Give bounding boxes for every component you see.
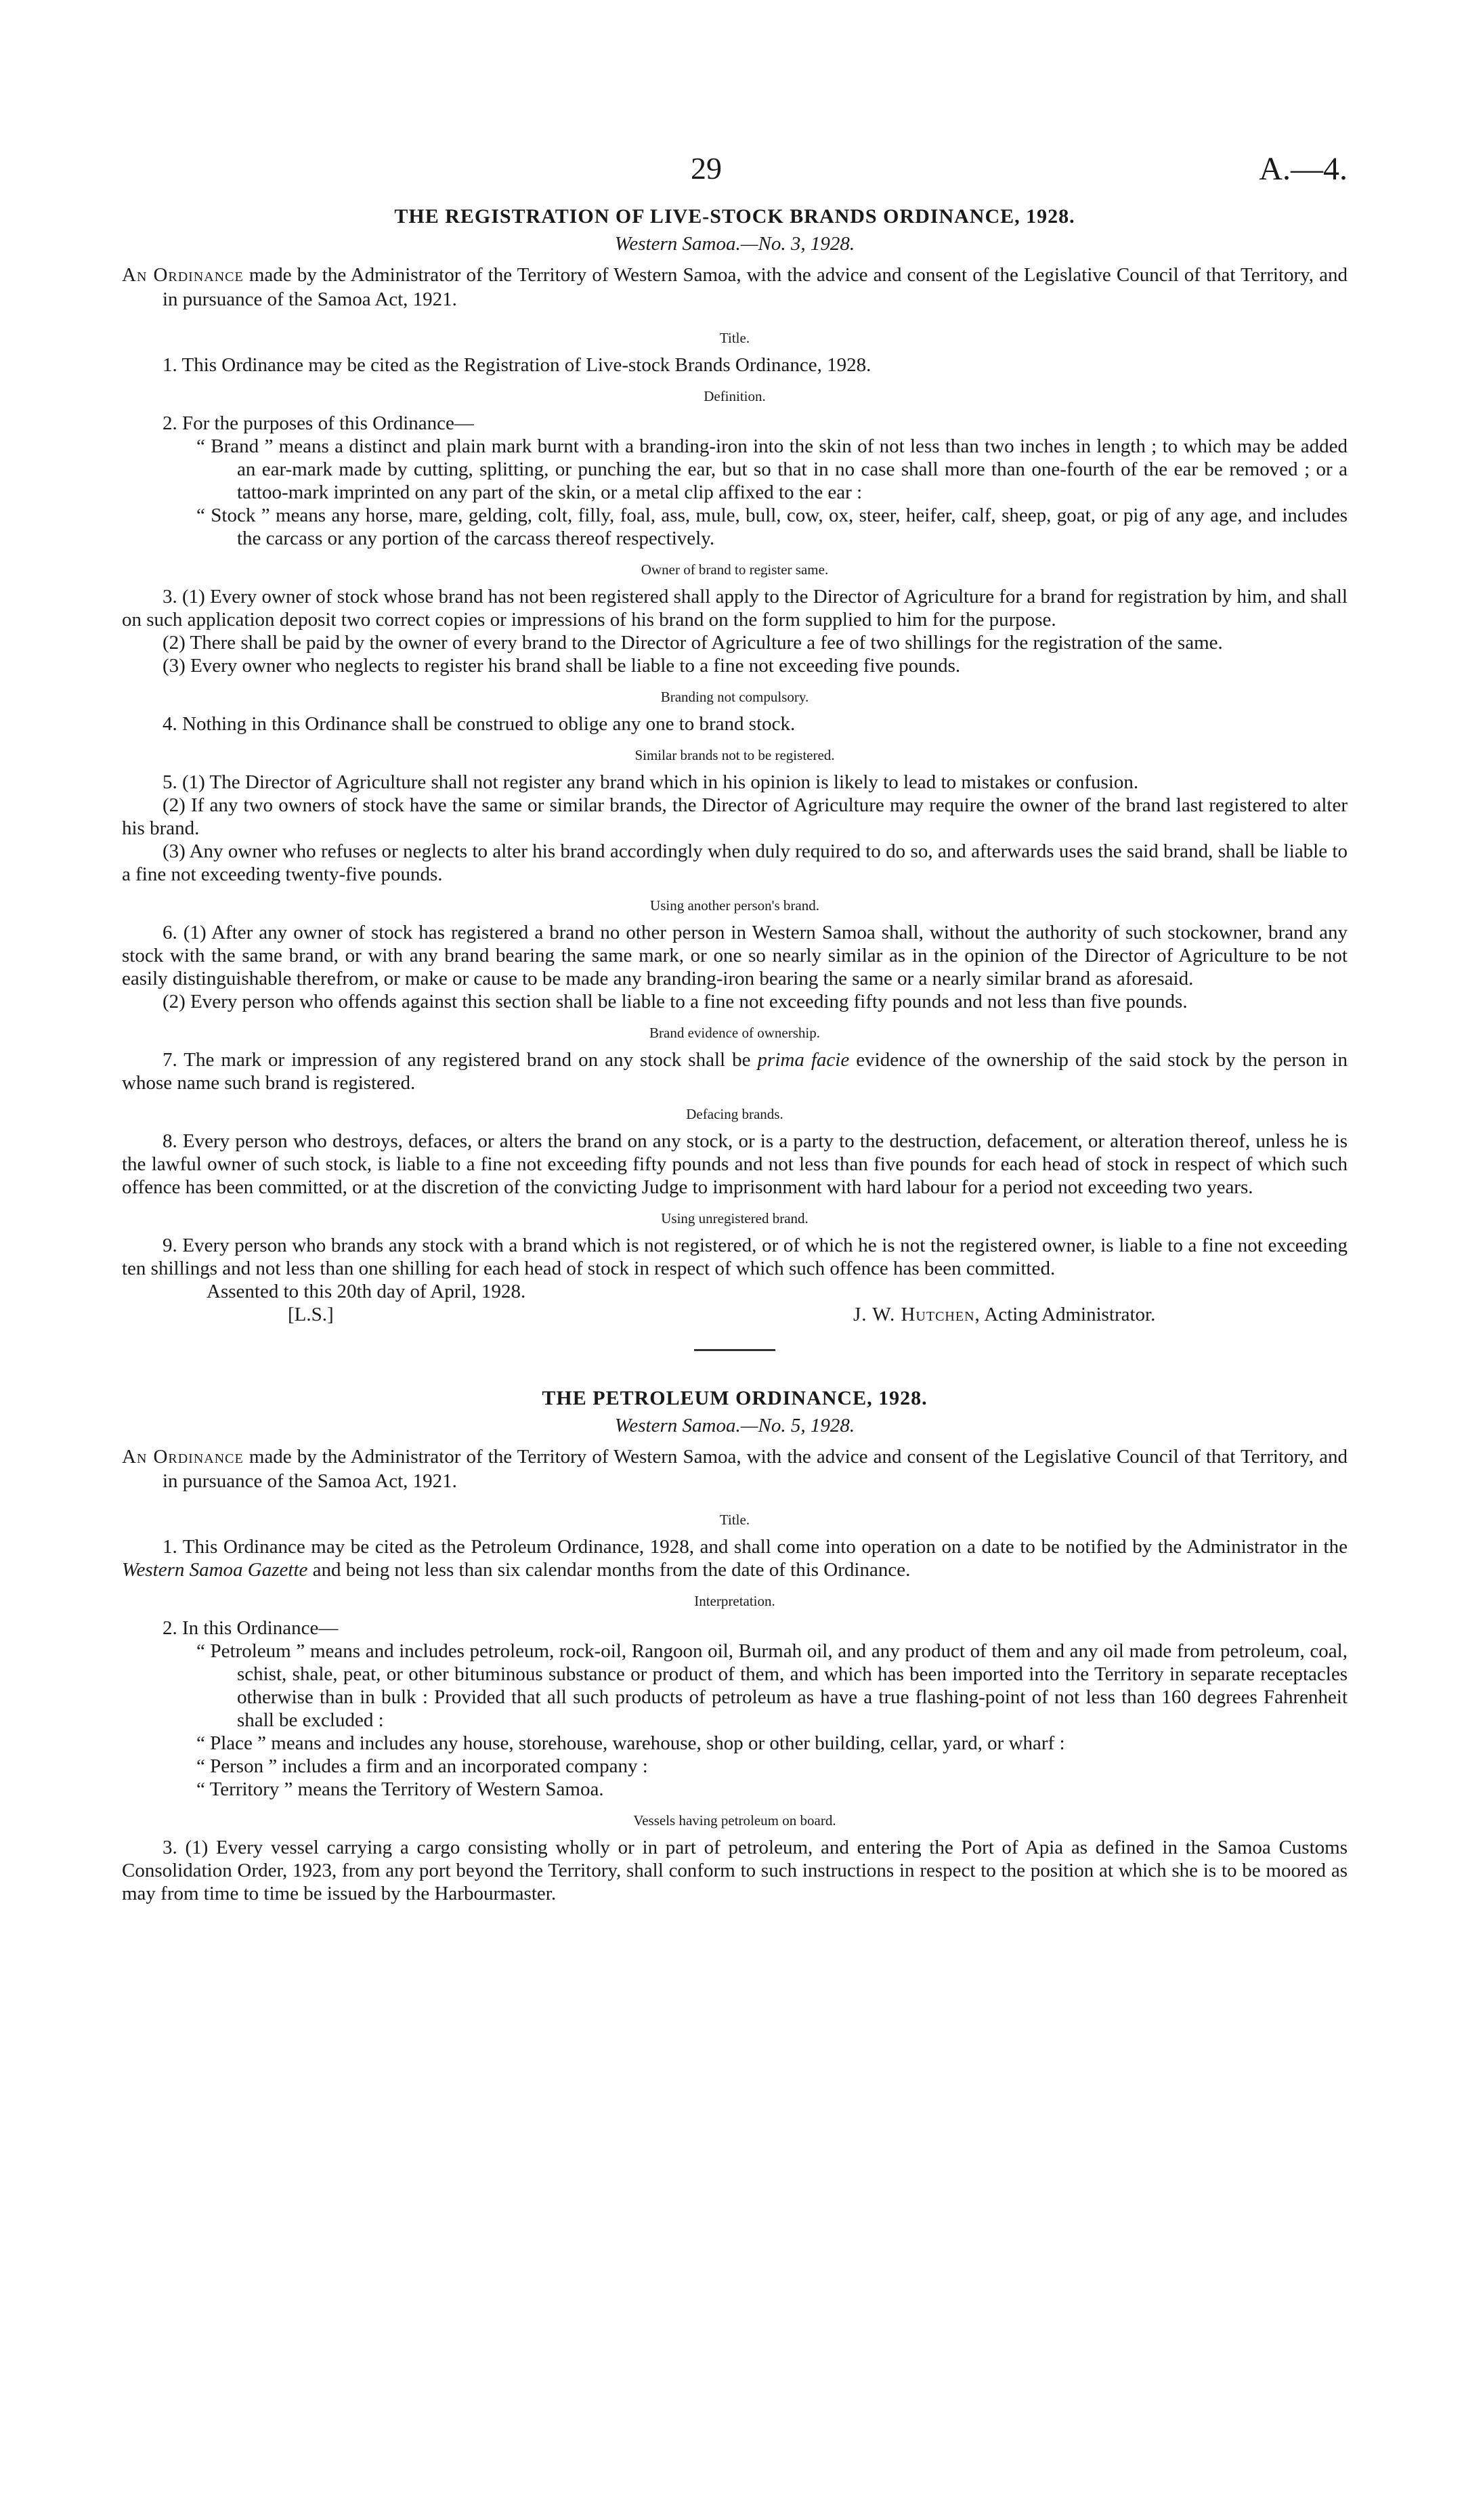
signer-title: Acting Administrator. [980, 1304, 1156, 1325]
definition-brand: “ Brand ” means a distinct and plain mark burnt with a branding-iron into the skin of not less than two inches in length ; to which may be added an ear-mark made by cutting, splitting, or punching the ear, but so that in no case shall more than one-fourth of the ear be removed ; or a tattoo-mark imprinted on any part of the skin, or a metal clip affixed to the ear : [196, 435, 1348, 503]
preamble-lead: An Ordinance [122, 1446, 244, 1468]
section-6-2: (2) Every person who offends against this section shall be liable to a fine not exceeding fifty pounds and not less than five pounds. [163, 991, 1188, 1012]
section-3-2: (2) There shall be paid by the owner of every brand to the Director of Agriculture a fee of two shillings for the registration of the same. [163, 632, 1223, 654]
section-1-italic: Western Samoa Gazette [122, 1559, 308, 1581]
section-1: 1. This Ordinance may be cited as the Registration of Live-stock Brands Ordinance, 1928. [163, 354, 871, 376]
ordinance-title: THE REGISTRATION OF LIVE-STOCK BRANDS ORDINANCE, 1928. [394, 205, 1075, 228]
ordinance-title: THE PETROLEUM ORDINANCE, 1928. [542, 1387, 928, 1409]
section-6-1: 6. (1) After any owner of stock has registered a brand no other person in Western Samoa shall, without the authority of such stockowner, brand any stock with the same brand, or with any brand bearing the same mark, or one so nearly similar as in the opinion of the Director of Agriculture to be not easily distinguishable therefrom, or make or cause to be made any branding-iron bearing the same or a nearly similar brand as aforesaid. [122, 922, 1348, 989]
section-3-1: 3. (1) Every vessel carrying a cargo consisting wholly or in part of petroleum, and entering the Port of Apia as defined in the Samoa Customs Consolidation Order, 1923, from any port beyond the Territory, shall conform to such instructions in respect to the position at which she is to be moored as may from time to time be issued by the Harbourmaster. [122, 1837, 1348, 1904]
section-3-1: 3. (1) Every owner of stock whose brand has not been registered shall apply to the Director of Agriculture for a brand for registration by him, and shall on such application deposit two correct copies or impressions of his brand on the form supplied to him for the purpose. [122, 586, 1348, 631]
livestock-brands-ordinance [122, 203, 1348, 1330]
document-page [122, 0, 1348, 1905]
petroleum-ordinance [122, 1385, 1348, 1905]
preamble [122, 263, 1348, 312]
marginal-note: Definition. [704, 388, 766, 404]
section-9: 9. Every person who brands any stock with a brand which is not registered, or of which he is not the registered owner, is liable to a fine not exceeding ten shillings and not less than one shilling for each head of stock in respect of which such offence has been committed. [122, 1235, 1348, 1279]
section-7 [122, 1048, 1348, 1094]
section-divider [694, 1349, 775, 1351]
marginal-note: Brand evidence of ownership. [649, 1025, 820, 1041]
section-5-1: 5. (1) The Director of Agriculture shall not register any brand which in his opinion is likely to lead to mistakes or confusion. [163, 771, 1139, 793]
section-2: 2. In this Ordinance— [163, 1617, 339, 1639]
definition-stock: “ Stock ” means any horse, mare, gelding, colt, filly, foal, ass, mule, bull, cow, ox, steer, heifer, calf, sheep, goat, or pig of any age, and includes the carcass or any portion of the carcass thereof respectively. [196, 505, 1348, 549]
section-7-text-a: 7. The mark or impression of any registered brand on any stock shall be [163, 1049, 758, 1071]
assent-line: Assented to this 20th day of April, 1928. [207, 1281, 526, 1302]
ordinance-subtitle: Western Samoa.—No. 3, 1928. [614, 233, 855, 255]
marginal-note: Defacing brands. [686, 1106, 783, 1122]
section-7-italic: prima facie [757, 1049, 850, 1071]
document-reference: A.—4. [1259, 151, 1348, 187]
definition-place: “ Place ” means and includes any house, storehouse, warehouse, shop or other building, cellar, yard, or wharf : [196, 1732, 1065, 1754]
definition-person: “ Person ” includes a firm and an incorporated company : [196, 1755, 648, 1777]
signature-row [122, 1303, 1348, 1330]
marginal-note: Title. [719, 1512, 750, 1528]
section-1-text-a: 1. This Ordinance may be cited as the Petroleum Ordinance, 1928, and shall come into operation on a date to be notified by the Administrator in the [163, 1536, 1348, 1558]
signer-name: J. W. Hutchen, [853, 1304, 981, 1325]
section-1-text-b: and being not less than six calendar months from the date of this Ordinance. [307, 1559, 911, 1581]
signature [853, 1303, 1155, 1326]
marginal-note: Owner of brand to register same. [641, 561, 829, 578]
preamble-text: made by the Administrator of the Territory of Western Samoa, with the advice and consent of the Legislative Council of that Territory, and in pursuance of the Samoa Act, 1921. [163, 1446, 1348, 1492]
section-4: 4. Nothing in this Ordinance shall be construed to oblige any one to brand stock. [163, 713, 796, 735]
definition-territory: “ Territory ” means the Territory of Western Samoa. [196, 1778, 604, 1800]
preamble [122, 1445, 1348, 1493]
marginal-note: Using unregistered brand. [661, 1210, 809, 1226]
page-number: 29 [691, 151, 722, 186]
page-header [122, 0, 1348, 203]
section-5-3: (3) Any owner who refuses or neglects to alter his brand accordingly when duly required to do so, and afterwards uses the said brand, shall be liable to a fine not exceeding twenty-five pounds. [122, 840, 1348, 885]
section-2: 2. For the purposes of this Ordinance— [163, 412, 474, 434]
marginal-note: Branding not compulsory. [660, 689, 809, 705]
section-8: 8. Every person who destroys, defaces, or alters the brand on any stock, or is a party to the destruction, defacement, or alteration thereof, unless he is the lawful owner of such stock, is liable to a fine not exceeding fifty pounds and not less than five pounds for each head of stock in respect of which such offence has been committed, or at the discretion of the convicting Judge to imprisonment with hard labour for a period not exceeding two years. [122, 1130, 1348, 1198]
section-3-3: (3) Every owner who neglects to register his brand shall be liable to a fine not exceeding five pounds. [163, 655, 961, 677]
ordinance-subtitle: Western Samoa.—No. 5, 1928. [614, 1415, 855, 1436]
definition-petroleum: “ Petroleum ” means and includes petroleum, rock-oil, Rangoon oil, Burmah oil, and any product of them and any oil made from petroleum, coal, schist, shale, peat, or other bituminous substance or product of them, and which has been imported into the Territory in separate receptacles otherwise than in bulk : Provided that all such products of petroleum as have a true flashing-point of not less than 160 degrees Fahrenheit shall be excluded : [196, 1640, 1348, 1731]
seal-mark: [L.S.] [288, 1304, 334, 1325]
section-5-2: (2) If any two owners of stock have the same or similar brands, the Director of Agriculture may require the owner of the brand last registered to alter his brand. [122, 794, 1348, 839]
marginal-note: Interpretation. [694, 1593, 775, 1609]
preamble-lead: An Ordinance [122, 264, 244, 286]
section-1 [122, 1535, 1348, 1581]
marginal-note: Vessels having petroleum on board. [633, 1812, 836, 1829]
preamble-text: made by the Administrator of the Territory of Western Samoa, with the advice and consent of the Legislative Council of that Territory, and in pursuance of the Samoa Act, 1921. [163, 264, 1348, 310]
section-7-text-b: evidence of the ownership of the said stock by the person in whose name such brand is registered. [122, 1049, 1348, 1094]
marginal-note: Title. [719, 330, 750, 346]
marginal-note: Using another person's brand. [650, 897, 819, 914]
marginal-note: Similar brands not to be registered. [634, 747, 835, 763]
